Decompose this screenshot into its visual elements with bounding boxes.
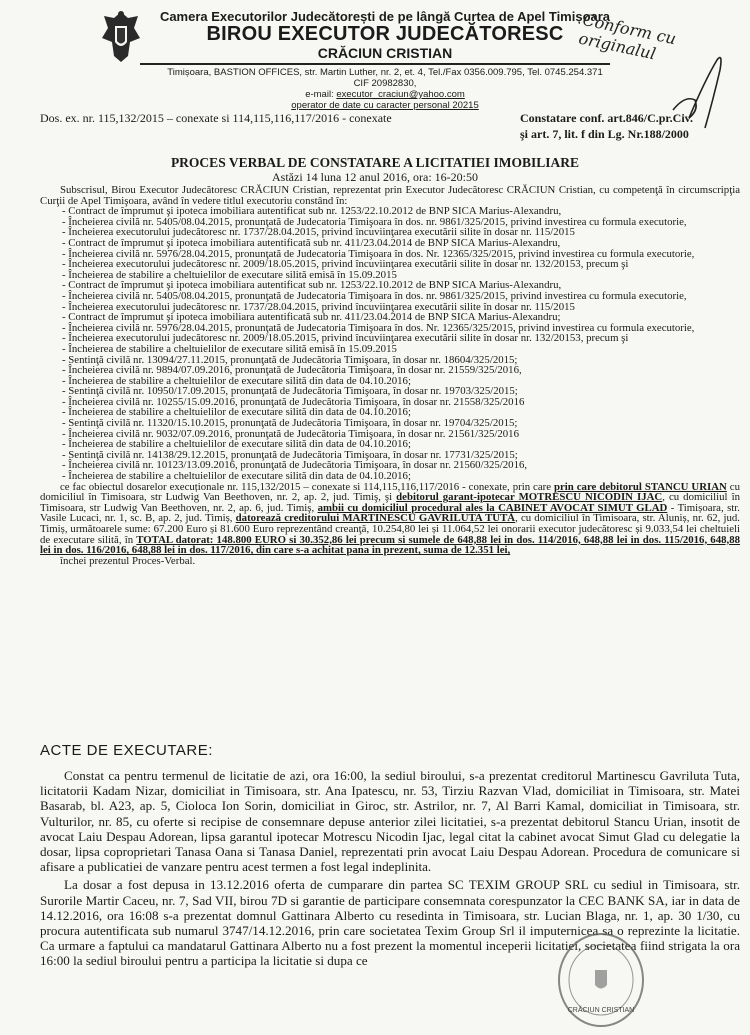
enforcement-title-item: - Încheierea de stabilire a cheltuielilor de executare silită din data de 04.10.2016;	[62, 470, 411, 483]
legal-article	[520, 127, 689, 142]
enforcement-title-item: - Încheierea de stabilire a cheltuielilor de executare silită emisă în 15.09.2015	[62, 342, 397, 355]
enforcement-title-item: - Încheierea civilă nr. 5976/28.04.2015, pronunţată de Judecatoria Timişoara în dos. Nr. 12365/325/2015, privind investirea cu formula executorie,	[62, 247, 695, 260]
constatare-label: Constatare conf. art.846/C.pr.Civ.	[520, 111, 693, 125]
enforcement-title-item: - Sentinţă civilă nr. 11320/15.10.2015, pronunţată de Judecătoria Timişoara, în dosar nr. 19704/325/2015;	[62, 417, 518, 430]
enforcement-title-item: - Contract de împrumut şi ipoteca imobiliara autentificat sub nr. 1253/22.10.2012 de BNP SICA Marius-Alexandru,	[62, 279, 562, 292]
article-label: şi art. 7, lit. f din Lg. Nr.188/2000	[520, 127, 689, 141]
enforcement-titles-list	[40, 206, 740, 481]
enforcement-title-item: - Încheierea executorului judecătoresc nr. 1737/28.04.2015, privind încuviinţarea executării silite în dosar nr. 115/2015	[62, 226, 575, 239]
enforcement-title-item: - Încheierea civilă nr. 5405/08.04.2015, pronunţată de Judecatoria Timişoara în dos. nr. 9861/325/2015, privind investirea cu formula executorie,	[62, 215, 687, 228]
document-title: PROCES VERBAL DE CONSTATARE A LICITATIEI IMOBILIARE	[170, 155, 580, 170]
enforcement-title-item: - Încheierea civilă nr. 10123/13.09.2016, pronunţată de Judecătoria Timişoara, în dosar nr. 21560/325/2016,	[62, 459, 528, 472]
email-link[interactable]: executor_craciun@yahoo.com	[336, 89, 465, 100]
enforcement-title-item: - Încheierea de stabilire a cheltuielilor de executare silită emisă în 15.09.2015	[62, 268, 397, 281]
document-body	[40, 185, 740, 566]
executor-name: CRĂCIUN CRISTIAN	[317, 45, 453, 61]
handwritten-note: Conform cu originalul	[577, 10, 678, 64]
intro-paragraph: Subscrisul, Birou Executor Judecătoresc CRĂCIUN Cristian, reprezentat prin Executor Judecătoresc CRĂCIUN Cristian, cu competenţă în circumscripţia Curţii de Apel Timişoara, având în vedere titlul executoriu constând în:	[40, 184, 740, 207]
enforcement-title-item: - Încheierea executorului judecătoresc nr. 2009/18.05.2015, privind încuviinţarea executării silite în dosar nr. 132/20153, precum şi	[62, 332, 629, 345]
enforcement-title-item: - Sentinţă civilă nr. 14138/29.12.2015, pronunţată de Judecătoria Timişoara, în dosar nr. 17731/325/2015;	[62, 448, 518, 461]
obiect-text-2: cu domiciliul în Timisoara, str Ludwig Van Beethoven, nr. 2, ap. 2, jud. Timiş, şi	[40, 480, 740, 504]
guarantor-name: debitorul garant-ipotecar MOTRESCU NICODIN IJAC	[396, 491, 663, 504]
obiect-text-3: , cu domiciliul în Timisoara, str Ludwig Van Beethoven, nr. 2, ap. 6, jud. Timiş,	[40, 491, 740, 514]
closing-line: închei prezentul Proces-Verbal.	[60, 554, 196, 567]
enforcement-title-item: - Sentinţă civilă nr. 10950/17.09.2015, pronunţată de Judecătoria Timişoara, în dosar nr. 19703/325/2015;	[62, 385, 518, 398]
enforcement-title-item: - Încheierea de stabilire a cheltuielilor de executare silită din data de 04.10.2016;	[62, 374, 411, 387]
legal-basis	[520, 111, 693, 126]
email-line	[150, 89, 620, 100]
obiect-text-4: - Timișoara, str. Vasile Lucaci, nr. 1, sc. B, ap. 2, jud. Timiș,	[40, 501, 740, 525]
enforcement-title-item: - Încheierea civilă nr. 9894/07.09.2016, pronunţată de Judecătoria Timişoara, în dosar nr. 21559/325/2016,	[62, 364, 522, 377]
creditor-name: datorează creditorului MARTINESCU GAVRILUTA TUTĂ	[235, 512, 516, 525]
address-line: Timișoara, BASTION OFFICES, str. Martin Luther, nr. 2, et. 4, Tel./Fax 0356.009.795, Tel. 0745.254.371	[167, 67, 603, 78]
enforcement-title-item: - Încheierea executorului judecătoresc nr. 2009/18.05.2015, privind încuviinţarea executării silite în dosar nr. 132/20153, precum şi	[62, 258, 629, 271]
enforcement-title-item: - Sentinţă civilă nr. 13094/27.11.2015, pronunţată de Judecătoria Timişoara, în dosar nr. 18604/325/2015;	[62, 353, 518, 366]
obiect-text-5: , cu domiciliul în Timisoara, str. Aluniș, nr. 62, jud. Timiș, următoarele sume: 67.200 Euro și 81.600 Euro reprezentând creanţă, 10.254,80 lei și 11.064,52 lei onorarii executor judecătoresc și 9.033,54 lei cheltuieli de executare silită, în	[40, 512, 741, 546]
office-stamp	[555, 930, 647, 1030]
procedural-domicile: ambii cu domiciliul procedural ales la CABINET AVOCAT SIMUT GLAD	[317, 501, 668, 514]
acte-paragraph-1: Constat ca pentru termenul de licitatie de azi, ora 16:00, la sediul biroului, s-a prezentat creditorul Martinescu Gavriluta Tuta, licitatorii Kadam Nizar, domiciliat in Timisoara, str. Ana Ipatescu, nr. 53, Tirziu Razvan Vlad, domiciliat in Timisoara, str. Matei Basarab, bl. A23, ap. 5, Cioloca Ion Sorin, domiciliat in Giroc, str. Astrilor, nr. 7, Al Barri Kamal, domiciliat in Timisoara, str. Vulturilor, nr. 85, cu oferte si recipise de consemnare depuse anterior zilei licitatiei, s-a prezentat debitorul Stancu Urian, insotit de avocat Laiu Despau Adorean, lipsa garantul ipotecar Motrescu Nicodin Ijac, legal citat la cabinet avocat Simut Glad cu delegatie la dosar, lipsa coproprietari Tanasa Oana si Tanasa Daniel, reprezentati prin avocat Laiu Despau Adorean. Procedura de comunicare si afisare a publicatiei de vanzare pentru acest termen a fost legal indeplinita.	[40, 768, 740, 875]
acte-heading: ACTE DE EXECUTARE:	[40, 742, 213, 759]
cif-line: CIF 20982830,	[353, 78, 417, 89]
case-reference: Dos. ex. nr. 115,132/2015 – conexate si 114,115,116,117/2016 - conexate	[40, 111, 392, 125]
document-date: Astăzi 14 luna 12 anul 2016, ora: 16-20:50	[272, 170, 478, 184]
obiect-paragraph	[40, 482, 740, 556]
enforcement-title-item: - Încheierea civilă nr. 9032/07.09.2016, pronunţată de Judecătoria Timişoara, în dosar nr. 21561/325/2016	[62, 427, 519, 440]
enforcement-title-item: - Încheierea executorului judecătoresc nr. 1737/28.04.2015, privind încuviinţarea executării silite în dosar nr. 115/2015	[62, 300, 575, 313]
header-rule	[140, 63, 610, 65]
enforcement-title-item: - Contract de împrumut şi ipoteca imobiliara autentificat sub nr. 1253/22.10.2012 de BNP SICA Marius-Alexandru,	[62, 205, 562, 218]
coat-of-arms-icon	[100, 8, 142, 66]
enforcement-title-item: - Încheierea de stabilire a cheltuielilor de executare silită din data de 04.10.2016;	[62, 438, 411, 451]
obiect-text-1: ce fac obiectul dosarelor execuționale nr. 115,132/2015 – conexate si 114,115,116,117/2016 - conexate, prin care	[60, 480, 554, 493]
enforcement-title-item: - Încheierea civilă nr. 5405/08.04.2015, pronunţată de Judecatoria Timişoara în dos. nr. 9861/325/2015, privind investirea cu formula executorie,	[62, 289, 687, 302]
email-label: e-mail:	[305, 89, 337, 100]
header-address	[150, 67, 620, 111]
enforcement-title-item: - Încheierea civilă nr. 10255/15.09.2016, pronunţată de Judecătoria Timişoara, în dosar nr. 21558/325/2016	[62, 395, 525, 408]
office-name: BIROU EXECUTOR JUDECĂTORESC	[206, 23, 564, 45]
stamp-text: CRĂCIUN CRISTIAN	[567, 1007, 635, 1014]
enforcement-title-item: - Încheierea de stabilire a cheltuielilor de executare silită din data de 04.10.2016;	[62, 406, 411, 419]
acte-paragraph-2: La dosar a fost depusa in 13.12.2016 oferta de cumparare din partea SC TEXIM GROUP SRL cu sediul in Timisoara, str. Surorile Martir Caceu, nr. 7, Sad VII, birou 7D si garantie de participare consemnata corespunzator la CEC BANK SA, iar in data de 14.12.2016, ora 16:08 s-a prezentat domnul Gattinara Alberto cu resedinta in Timisoara, str. Lucian Blaga, nr. 1, ap. 30 1/30, cu procura autentificata sub numarul 3747/14.12.2016, prin care societatea Texim Group Srl il imputernicea sa o reprezinte la licitatie. Ca urmare a faptului ca mandatarul Gattinara Alberto nu a fost prezent la momentul inceperii licitatiei, societatea fiind strigata la ora 16:00 la sediul biroului pentru a participa la licitatie si dupa ce	[40, 877, 740, 969]
enforcement-title-item: - Încheierea civilă nr. 5976/28.04.2015, pronunţată de Judecatoria Timişoara în dos. Nr. 12365/325/2015, privind investirea cu formula executorie,	[62, 321, 695, 334]
chamber-name: Camera Executorilor Judecătorești de pe lângă Curtea de Apel Timișoara	[159, 9, 611, 24]
operator-line: operator de date cu caracter personal 20215	[291, 100, 479, 111]
total-owed: TOTAL datorat: 148.800 EURO si 30.352,86 lei precum si sumele de 648,88 lei in dos. 114/2016, 648,88 lei in dos. 115/2016, 648,88 lei in dos. 116/2016, 648,88 lei in dos. 117/2016, din care s-a achitat pana in prezent, suma de 12.351 lei,	[40, 533, 740, 557]
enforcement-title-item: - Contract de împrumut şi ipoteca imobiliara autentificată sub nr. 411/23.04.2014 de BNP SICA Marius-Alexandru,	[62, 236, 561, 249]
debtor-name: prin care debitorul STANCU URIAN	[554, 480, 727, 493]
enforcement-title-item: - Contract de împrumut şi ipoteca imobiliara autentificată sub nr. 411/23.04.2014 de BNP SICA Marius-Alexandru;	[62, 311, 561, 324]
